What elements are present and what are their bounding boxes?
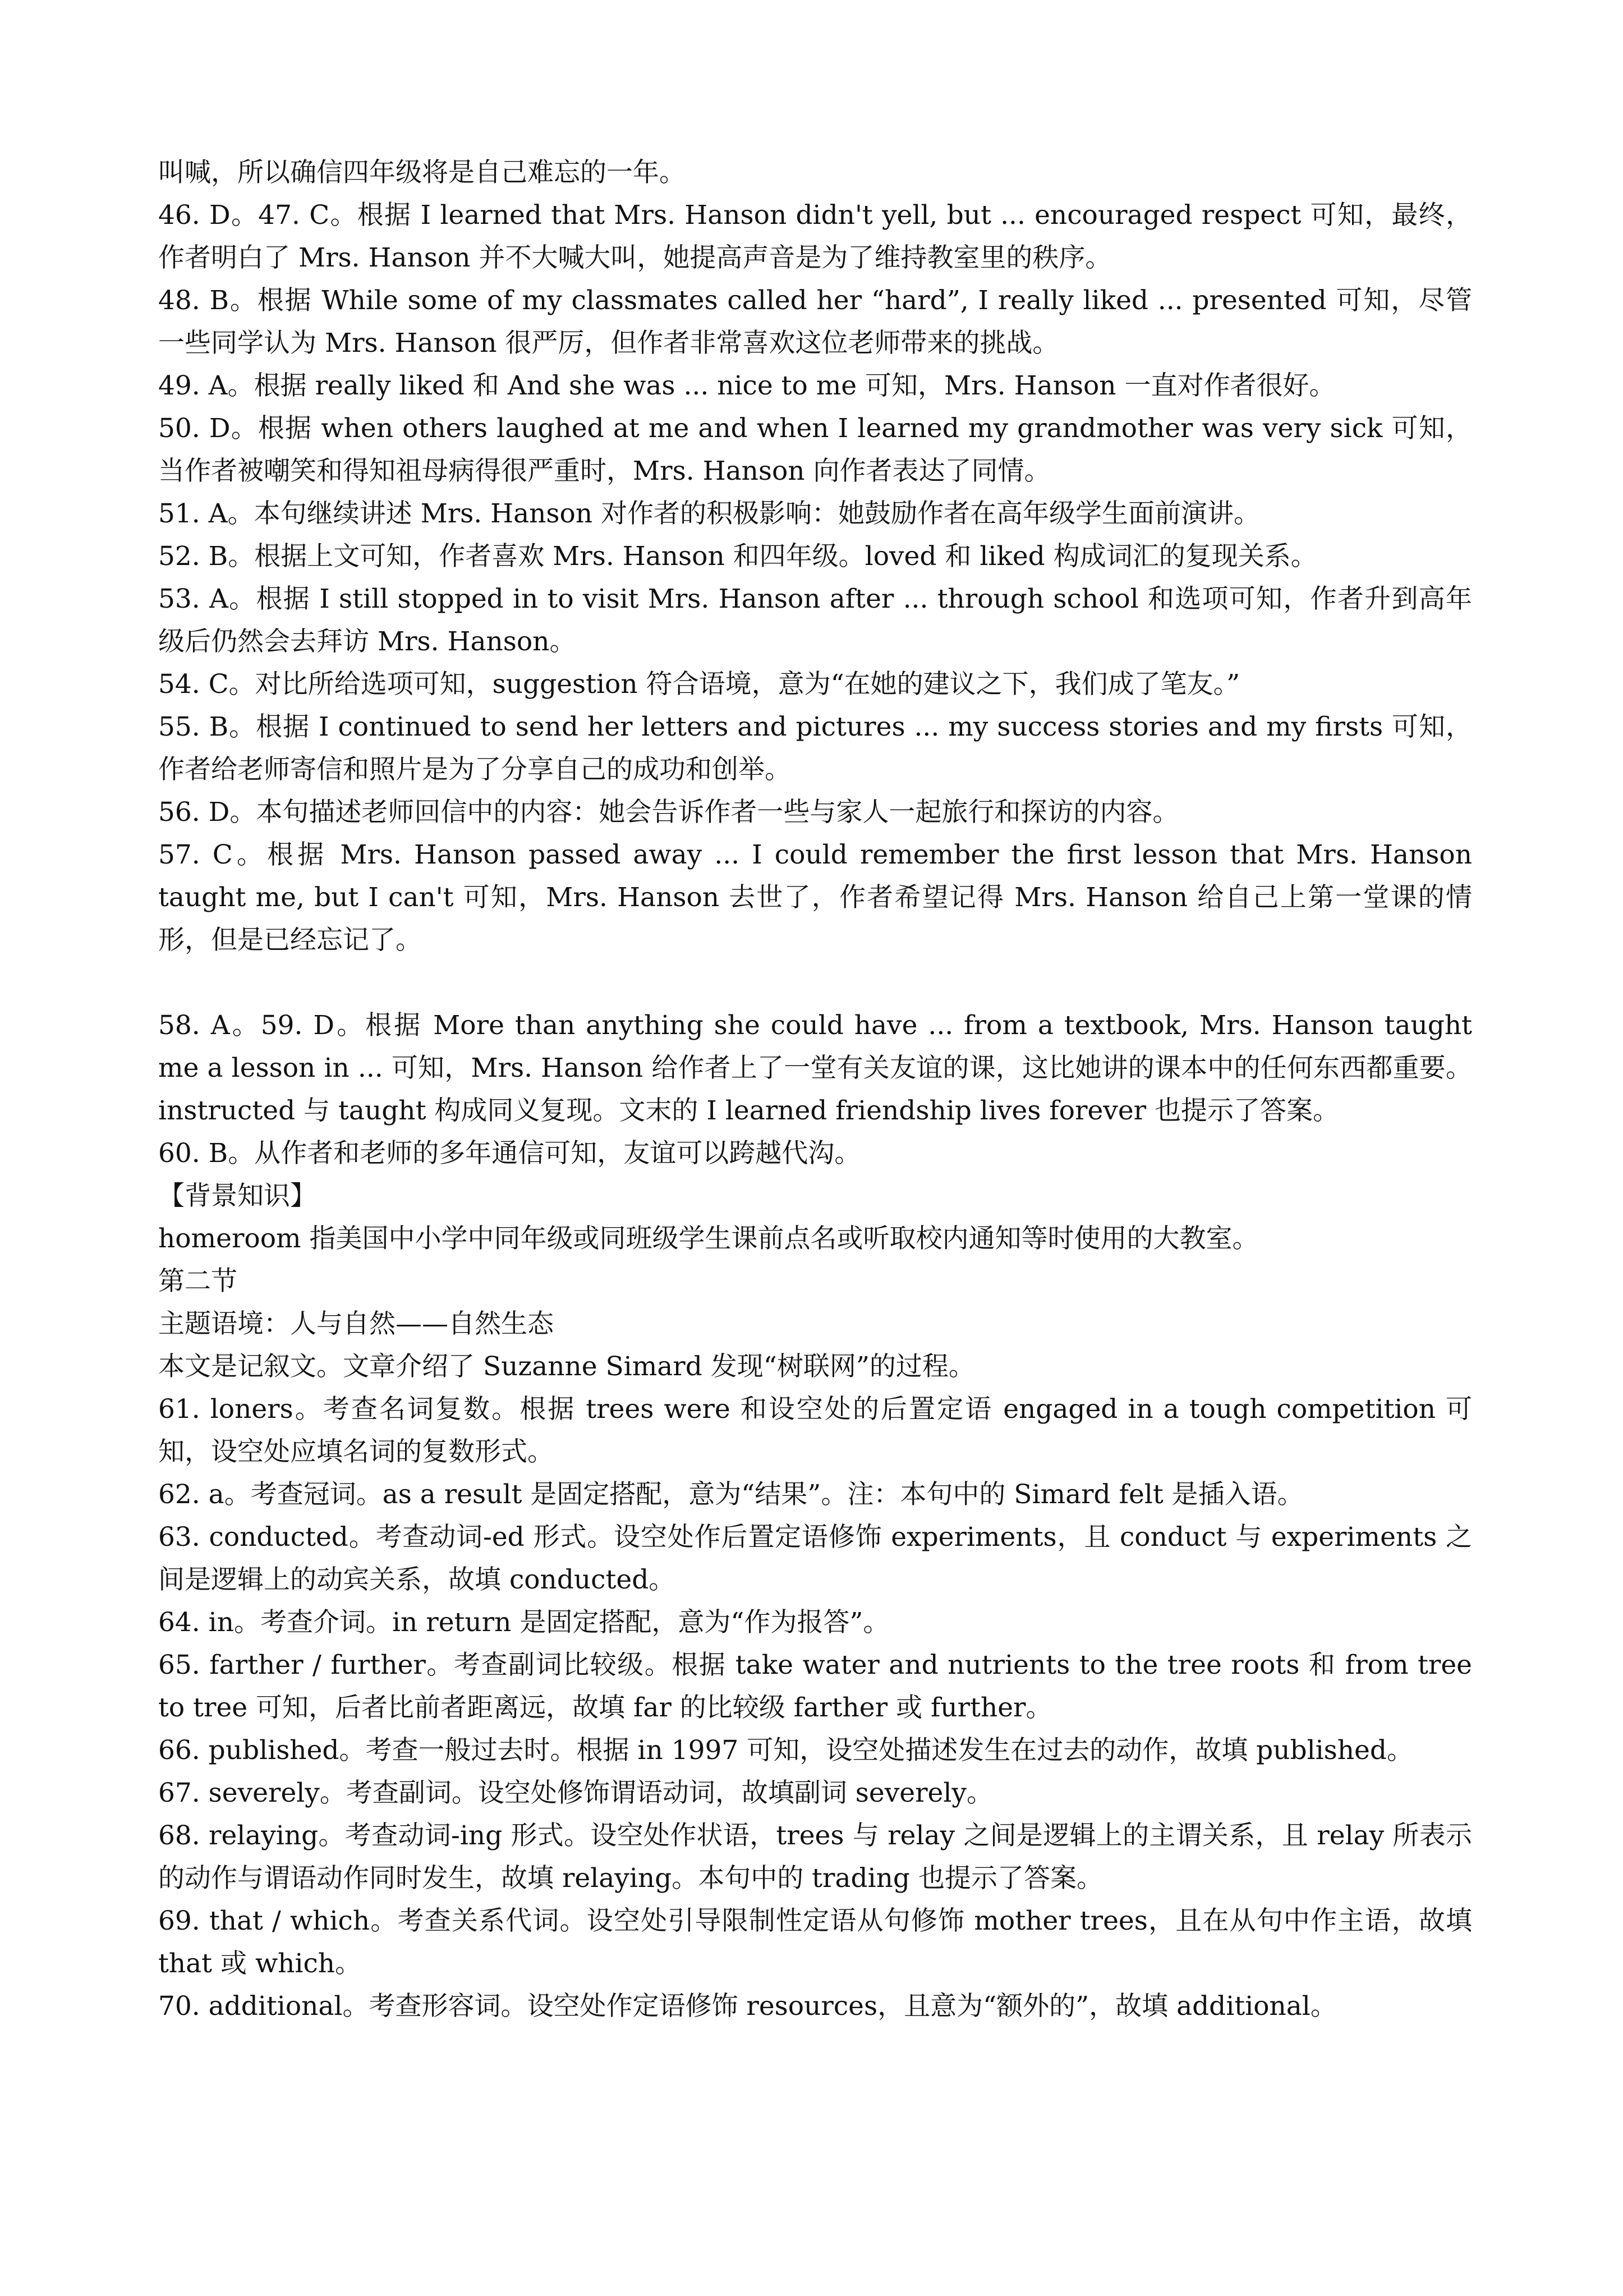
answer-57: 57. C。根据 Mrs. Hanson passed away ... I could remember the first lesson that Mrs. Hanson taught me, but I can't 可知，Mrs. Hanson 去世了，作者希望记得 Mrs. Hanson 给自己上第一堂课的情形，但是已经忘记了。 (158, 839, 1472, 956)
answer-70: 70. additional。考查形容词。设空处作定语修饰 resources，且意为“额外的”，故填 additional。 (158, 1991, 1337, 2022)
answer-50: 50. D。根据 when others laughed at me and when I learned my grandmother was very sick 可知，当作者被嘲笑和得知祖母病得很严重时，Mrs. Hanson 向作者表达了同情。 (158, 413, 1472, 486)
answer-64: 64. in。考查介词。in return 是固定搭配，意为“作为报答”。 (158, 1607, 890, 1638)
answer-54: 54. C。对比所给选项可知，suggestion 符合语境，意为“在她的建议之下，我们成了笔友。” (158, 669, 1240, 700)
answer-48: 48. B。根据 While some of my classmates called her “hard”, I really liked ... presented 可知，尽管一些同学认为 Mrs. Hanson 很严厉，但作者非常喜欢这位老师带来的挑战。 (158, 285, 1472, 359)
background-text: homeroom 指美国中小学中同年级或同班级学生课前点名或听取校内通知等时使用的大教室。 (158, 1223, 1259, 1254)
background-heading: 【背景知识】 (158, 1181, 316, 1211)
answer-68: 68. relaying。考查动词-ing 形式。设空处作状语，trees 与 relay 之间是逻辑上的主谓关系，且 relay 所表示的动作与谓语动作同时发生，故填 relaying。本句中的 trading 也提示了答案。 (158, 1820, 1472, 1894)
answer-61: 61. loners。考查名词复数。根据 trees were 和设空处的后置定语 engaged in a tough competition 可知，设空处应填名词的复数形式。 (158, 1394, 1472, 1467)
answer-63: 63. conducted。考查动词-ed 形式。设空处作后置定语修饰 experiments，且 conduct 与 experiments 之间是逻辑上的动宾关系，故填 conducted。 (158, 1522, 1472, 1595)
answer-65: 65. farther / further。考查副词比较级。根据 take water and nutrients to the tree roots 和 from tree to tree 可知，后者比前者距离远，故填 far 的比较级 farther 或 further。 (158, 1650, 1472, 1723)
section-heading: 第二节 (158, 1266, 237, 1297)
answer-51: 51. A。本句继续讲述 Mrs. Hanson 对作者的积极影响：她鼓励作者在高年级学生面前演讲。 (158, 498, 1261, 529)
answer-46-47: 46. D。47. C。根据 I learned that Mrs. Hanson didn't yell, but ... encouraged respect 可知，最终，作者明白了 Mrs. Hanson 并不大喊大叫，她提高声音是为了维持教室里的秩序。 (158, 200, 1472, 273)
answer-52: 52. B。根据上文可知，作者喜欢 Mrs. Hanson 和四年级。loved 和 liked 构成词汇的复现关系。 (158, 541, 1317, 572)
passage-summary: 本文是记叙文。文章介绍了 Suzanne Simard 发现“树联网”的过程。 (158, 1351, 975, 1382)
answer-53: 53. A。根据 I still stopped in to visit Mrs. Hanson after ... through school 和选项可知，作者升到高年级后仍然会去拜访 Mrs. Hanson。 (158, 584, 1472, 657)
blank-line (158, 962, 1472, 1004)
answer-67: 67. severely。考查副词。设空处修饰谓语动词，故填副词 severely。 (158, 1778, 993, 1808)
answer-explanation-page (158, 151, 1472, 2028)
answer-56: 56. D。本句描述老师回信中的内容：她会告诉作者一些与家人一起旅行和探访的内容。 (158, 797, 1179, 828)
answer-49: 49. A。根据 really liked 和 And she was ... nice to me 可知，Mrs. Hanson 一直对作者很好。 (158, 370, 1336, 401)
answer-66: 66. published。考查一般过去时。根据 in 1997 可知，设空处描述发生在过去的动作，故填 published。 (158, 1735, 1413, 1766)
answer-58-59: 58. A。59. D。根据 More than anything she could have ... from a textbook, Mrs. Hanson taught me a lesson in ... 可知，Mrs. Hanson 给作者上了一堂有关友谊的课，这比她讲的课本中的任何东西都重要。instructed 与 taught 构成同义复现。文末的 I learned friendship lives forever 也提示了答案。 (158, 1010, 1472, 1126)
answer-69: 69. that / which。考查关系代词。设空处引导限制性定语从句修饰 mother trees，且在从句中作主语，故填 that 或 which。 (158, 1905, 1472, 1979)
theme-context: 主题语境：人与自然——自然生态 (158, 1308, 554, 1339)
answer-60: 60. B。从作者和老师的多年通信可知，友谊可以跨越代沟。 (158, 1138, 861, 1169)
answer-55: 55. B。根据 I continued to send her letters and pictures ... my success stories and my firsts 可知，作者给老师寄信和照片是为了分享自己的成功和创举。 (158, 711, 1472, 785)
text-line: 叫喊，所以确信四年级将是自己难忘的一年。 (158, 157, 686, 188)
answer-62: 62. a。考查冠词。as a result 是固定搭配，意为“结果”。注：本句中的 Simard felt 是插入语。 (158, 1479, 1304, 1510)
